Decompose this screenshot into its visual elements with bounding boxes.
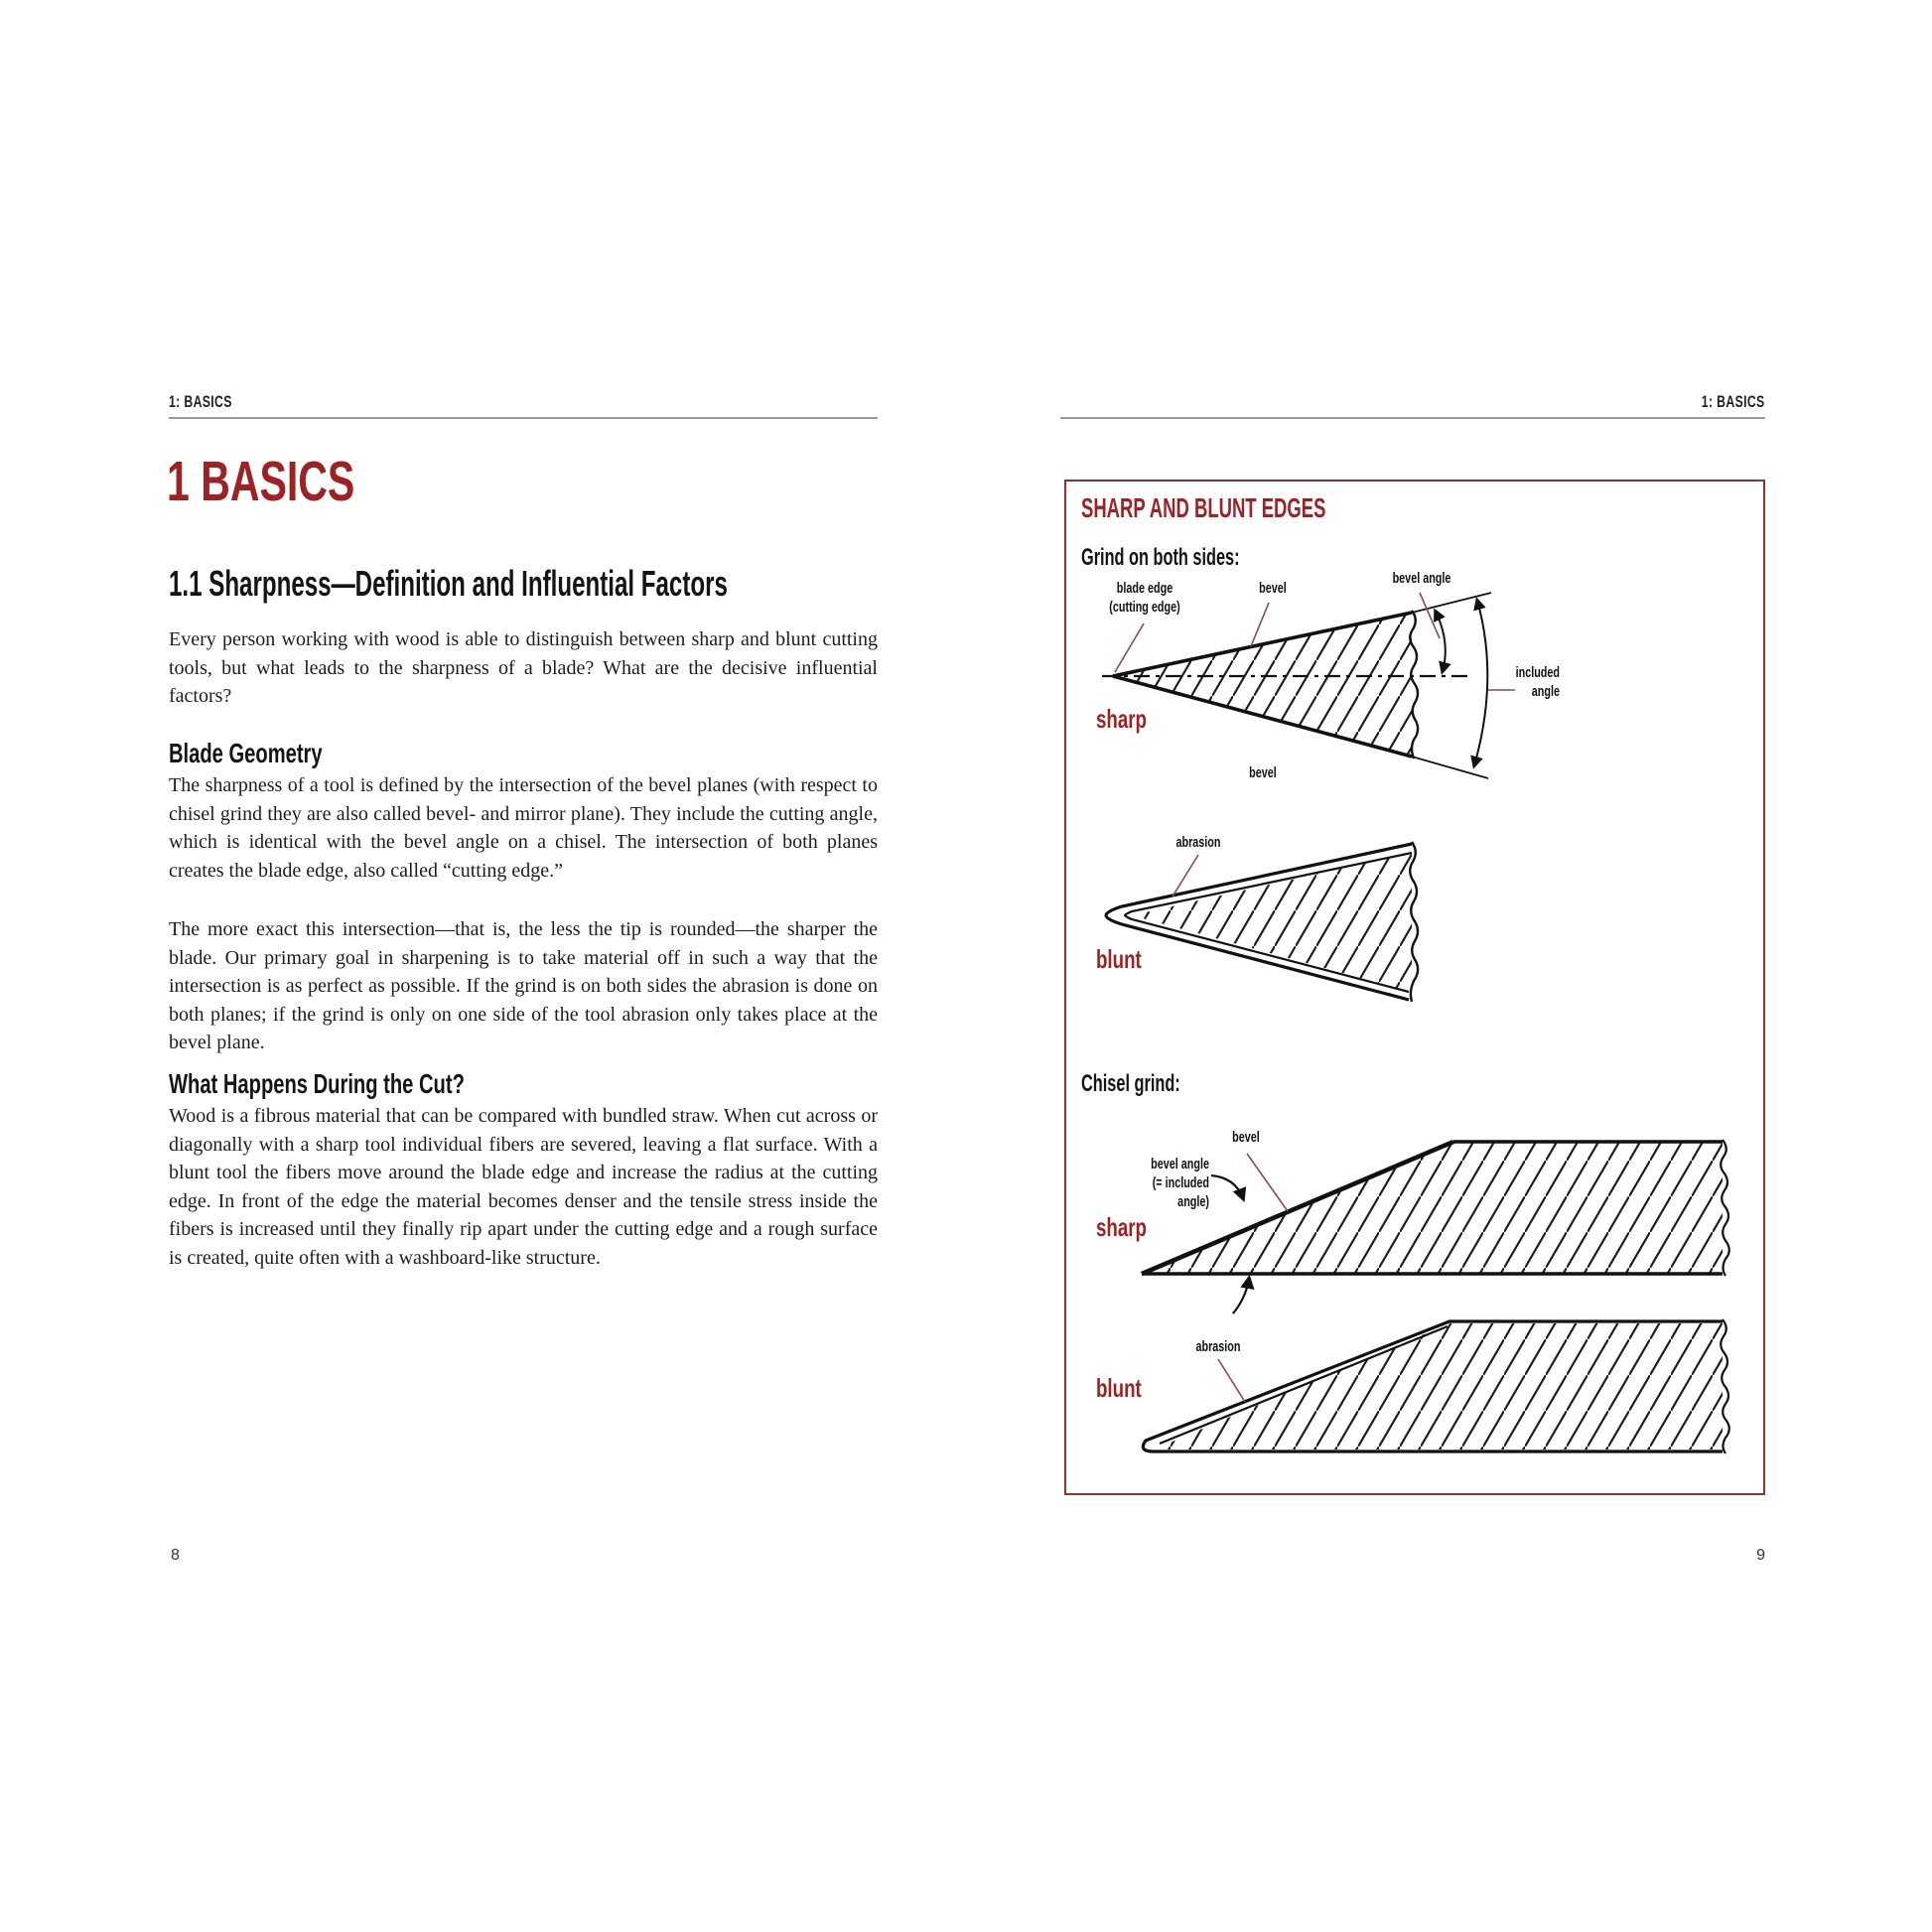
left-page-number: 8 — [171, 1547, 180, 1564]
blade-geometry-paragraph-1: The sharpness of a tool is defined by the intersection of the bevel planes (with respect to chisel grind they are also called bevel- and mirror plane). They include the cutting angle, which is identical with the bevel angle on a chisel. The intersection of both planes creates the blade edge, also called “cutting edge.” — [169, 774, 878, 882]
included-angle-label-line1: included — [1515, 664, 1560, 681]
sharp-label-both-sides: sharp — [1096, 704, 1147, 734]
chisel-grind-heading-text: Chisel grind: — [1081, 1070, 1180, 1097]
bevel-angle-label: bevel angle — [1392, 570, 1451, 587]
bevel-label-chisel: bevel — [1232, 1129, 1260, 1146]
bevel-angle-label-chisel — [1119, 1156, 1209, 1211]
chapter-heading-text: 1 BASICS — [167, 450, 355, 513]
bevel-angle-label-chisel-line1: bevel angle — [1151, 1156, 1209, 1173]
wedge-blunt-diagram — [1106, 842, 1418, 1002]
right-running-header-text: 1: BASICS — [1702, 392, 1765, 411]
blade-edge-label-line1: blade edge — [1116, 580, 1173, 597]
bevel-bottom-label: bevel — [1249, 764, 1277, 781]
left-header-rule — [169, 417, 878, 419]
blade-geometry-heading-text: Blade Geometry — [169, 738, 323, 768]
figure-title-text: SHARP AND BLUNT EDGES — [1081, 492, 1326, 523]
during-cut-heading-text: What Happens During the Cut? — [169, 1068, 465, 1099]
left-running-header-text: 1: BASICS — [169, 392, 232, 411]
abrasion-label-chisel: abrasion — [1195, 1338, 1241, 1355]
abrasion-label-both-sides: abrasion — [1175, 834, 1221, 851]
section-heading — [169, 563, 1003, 604]
chapter-heading — [167, 450, 428, 513]
blade-edge-label — [1104, 580, 1185, 618]
blade-edge-label-line2: (cutting edge) — [1109, 598, 1180, 616]
figure-box — [1064, 480, 1765, 1495]
included-angle-label — [1508, 664, 1560, 702]
during-cut-heading — [169, 1070, 580, 1098]
blade-geometry-paragraph-2: The more exact this intersection—that is, the less the tip is rounded—the sharper the blade. Our primary goal in sharpening is to take material off in such a way that the intersection is as perfect as possible. If the grind is on both sides the abrasion is done on both planes; if the grind is only on one side of the tool abrasion only takes place at the bevel plane. — [169, 918, 878, 1053]
included-angle-label-line2: angle — [1531, 682, 1560, 700]
bevel-angle-label-chisel-line2: (= included angle) — [1152, 1173, 1209, 1210]
left-running-header — [169, 392, 257, 412]
blunt-label-both-sides: blunt — [1096, 944, 1142, 974]
during-cut-paragraph: Wood is a fibrous material that can be compared with bundled straw. When cut across or diagonally with a sharp tool individual fibers are severed, leaving a flat surface. With a blunt tool the fibers move around the blade edge and increase the radius at the cutting edge. In front of the edge the material becomes denser and the tensile stress inside the fibers is increased until they finally rip apart under the cutting edge and a rough surface is created, quite often with a washboard-like structure. — [169, 1105, 878, 1269]
blunt-label-chisel: blunt — [1096, 1373, 1142, 1403]
right-header-rule — [1060, 417, 1765, 419]
right-running-header — [1060, 392, 1765, 412]
blade-geometry-heading — [169, 740, 382, 767]
figure-diagrams-svg — [1066, 482, 1763, 1493]
section-heading-text: 1.1 Sharpness—Definition and Influential Factors — [169, 563, 728, 604]
bevel-top-label: bevel — [1259, 580, 1287, 597]
grind-both-sides-heading-text: Grind on both sides: — [1081, 544, 1240, 571]
intro-paragraph: Every person working with wood is able to distinguish between sharp and blunt cutting tools, but what leads to the sharpness of a blade? What are the decisive influential factors? — [169, 628, 878, 707]
wedge-sharp-diagram — [1102, 593, 1515, 778]
chisel-sharp-diagram — [1142, 1140, 1729, 1313]
right-page-number: 9 — [1756, 1547, 1765, 1564]
sharp-label-chisel: sharp — [1096, 1212, 1147, 1242]
